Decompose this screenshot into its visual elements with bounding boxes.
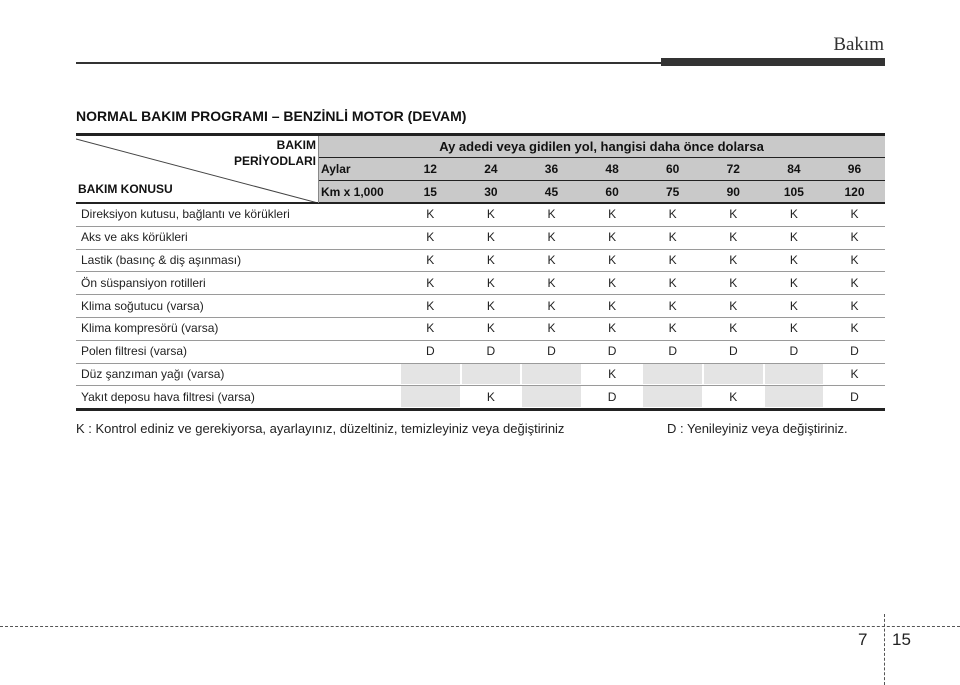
table-cell: K — [608, 366, 617, 381]
table-cell: K — [668, 230, 677, 245]
table-cell: K — [608, 321, 617, 336]
table-cell: K — [547, 207, 556, 222]
legend-k: K : Kontrol ediniz ve gerekiyorsa, ayarlayınız, düzeltiniz, temizleyiniz veya değiştiriniz — [76, 421, 565, 436]
table-cell: K — [426, 252, 435, 267]
table-row-label: Polen filtresi (varsa) — [81, 344, 188, 359]
table-cell: D — [607, 389, 617, 404]
corner-top-line2: PERİYODLARI — [233, 154, 316, 168]
label-column-divider — [318, 136, 319, 203]
km-header-cell: 105 — [783, 184, 804, 199]
table-cell: K — [426, 298, 435, 313]
table-cell: K — [608, 298, 617, 313]
table-cell: K — [547, 298, 556, 313]
page-number: 15 — [892, 630, 911, 649]
table-cell: K — [729, 389, 738, 404]
months-header-cell: 60 — [666, 161, 680, 176]
table-cell — [764, 385, 825, 408]
table-cell: K — [486, 207, 495, 222]
table-cell: D — [425, 344, 435, 359]
chapter-number: 7 — [858, 630, 868, 649]
table-cell: K — [608, 207, 617, 222]
span-header: Ay adedi veya gidilen yol, hangisi daha önce dolarsa — [439, 139, 764, 154]
table-cell: K — [729, 230, 738, 245]
table-cell: K — [486, 389, 495, 404]
table-cell: K — [668, 321, 677, 336]
corner-bottom-label: BAKIM KONUSU — [78, 182, 173, 196]
table-bottom-rule — [76, 408, 885, 411]
table-cell: K — [426, 207, 435, 222]
table-cell: D — [486, 344, 496, 359]
table-cell: K — [486, 252, 495, 267]
km-header-cell: 15 — [423, 184, 437, 199]
km-header-cell: 30 — [484, 184, 498, 199]
table-cell: K — [426, 275, 435, 290]
table-cell: K — [608, 252, 617, 267]
table-cell: K — [789, 321, 798, 336]
table-cell: K — [486, 298, 495, 313]
header-rule — [76, 62, 661, 64]
table-cell: K — [668, 252, 677, 267]
table-cell: K — [850, 298, 859, 313]
maintenance-table — [76, 133, 885, 403]
table-cell — [642, 385, 703, 408]
table-cell: K — [789, 207, 798, 222]
months-header-cell: 72 — [726, 161, 740, 176]
months-header-cell: 36 — [544, 161, 559, 176]
legend-d: D : Yenileyiniz veya değiştiriniz. — [667, 421, 848, 436]
table-row-label: Düz şanzıman yağı (varsa) — [81, 366, 225, 381]
header-row-rule — [318, 157, 885, 158]
table-cell: K — [547, 252, 556, 267]
table-row-label: Ön süspansiyon rotilleri — [81, 275, 206, 290]
table-cell: K — [850, 321, 859, 336]
table-cell: K — [850, 207, 859, 222]
table-cell: K — [850, 275, 859, 290]
table-cell — [764, 363, 825, 386]
section-title: NORMAL BAKIM PROGRAMI – BENZİNLİ MOTOR (DEVAM) — [76, 108, 467, 124]
table-cell: K — [729, 298, 738, 313]
km-header-cell: 60 — [605, 184, 619, 199]
table-cell: K — [850, 230, 859, 245]
table-cell: D — [789, 344, 799, 359]
table-cell: K — [789, 275, 798, 290]
table-cell: K — [850, 366, 859, 381]
km-row-label: Km x 1,000 — [321, 184, 384, 199]
table-cell: K — [608, 275, 617, 290]
table-cell: D — [850, 389, 859, 404]
table-cell: K — [729, 207, 738, 222]
table-cell: K — [789, 298, 798, 313]
table-cell: D — [607, 344, 617, 359]
table-cell — [400, 385, 461, 408]
table-cell: K — [547, 275, 556, 290]
table-cell: K — [729, 321, 738, 336]
table-cell: K — [486, 230, 495, 245]
months-header-cell: 48 — [605, 161, 619, 176]
table-cell — [642, 363, 703, 386]
table-cell — [461, 363, 522, 386]
table-cell: K — [426, 230, 435, 245]
footer-dashed-divider — [884, 614, 885, 685]
table-row-label: Klima soğutucu (varsa) — [81, 298, 204, 313]
table-cell — [521, 363, 582, 386]
table-cell: D — [850, 344, 859, 359]
table-cell — [521, 385, 582, 408]
table-cell: D — [728, 344, 738, 359]
table-cell: K — [729, 275, 738, 290]
corner-top-line1: BAKIM — [276, 138, 316, 152]
table-row-label: Aks ve aks körükleri — [81, 230, 188, 245]
table-cell — [400, 363, 461, 386]
table-row-label: Klima kompresörü (varsa) — [81, 321, 219, 336]
table-cell: D — [547, 344, 556, 359]
table-cell: K — [668, 275, 677, 290]
chapter-header-title: Bakım — [833, 34, 884, 55]
table-row-label: Direksiyon kutusu, bağlantı ve körükleri — [81, 207, 290, 222]
table-cell — [703, 363, 764, 386]
table-cell: K — [789, 252, 798, 267]
km-header-cell: 90 — [726, 184, 740, 199]
km-header-cell: 120 — [844, 184, 865, 199]
table-cell: K — [486, 275, 495, 290]
km-header-cell: 45 — [544, 184, 559, 199]
months-header-cell: 96 — [847, 161, 862, 176]
header-row-rule — [318, 180, 885, 181]
table-cell: K — [608, 230, 617, 245]
months-row-label: Aylar — [321, 161, 351, 176]
table-cell: K — [729, 252, 738, 267]
km-header-cell: 75 — [666, 184, 680, 199]
months-header-cell: 84 — [787, 161, 801, 176]
table-cell: K — [668, 298, 677, 313]
table-row-label: Lastik (basınç & diş aşınması) — [81, 252, 242, 267]
table-cell: K — [547, 321, 556, 336]
table-cell: D — [668, 344, 678, 359]
table-cell: K — [486, 321, 495, 336]
header-bar — [661, 58, 885, 66]
table-cell: K — [789, 230, 798, 245]
table-cell: K — [547, 230, 556, 245]
months-header-cell: 24 — [484, 161, 498, 176]
footer-dashed-rule — [0, 626, 960, 627]
table-cell: K — [850, 252, 859, 267]
table-cell: K — [668, 207, 677, 222]
months-header-cell: 12 — [423, 161, 437, 176]
table-cell: K — [426, 321, 435, 336]
table-row-label: Yakıt deposu hava filtresi (varsa) — [81, 389, 255, 404]
